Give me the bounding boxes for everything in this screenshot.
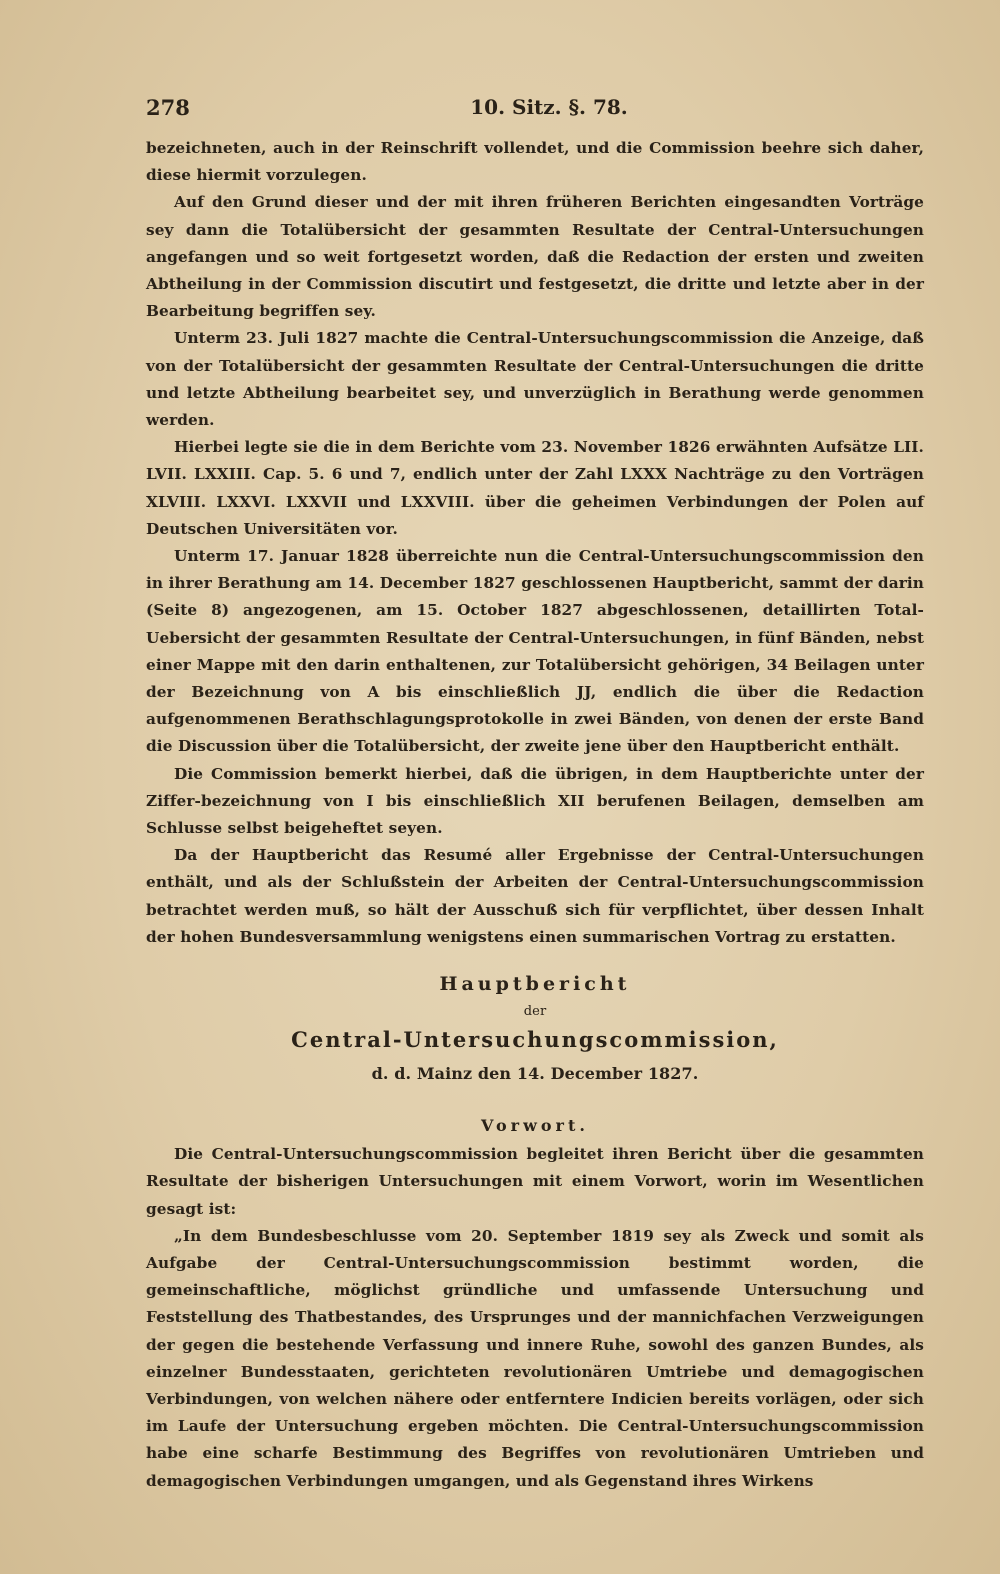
section-heading: Vorwort. [481,1116,589,1136]
paragraph: Unterm 17. Januar 1828 überreichte nun die Central-Untersuchungscommission den in ihrer Berathung am 14. December 1827 geschlossenen Hauptbericht, sammt der darin (Seite 8) angezogenen, am 15. October 1827 abgeschlossenen, detaillirten Total-Uebersicht der gesammten Resultate der Central-Untersuchungen, in fünf Bänden, nebst einer Mappe mit den darin enthaltenen, zur Totalübersicht gehörigen, 34 Beilagen unter der Bezeichnung von A bis einschließlich JJ, endlich die über die Redaction aufgenommenen Berathschlagungsprotokolle in zwei Bänden, von denen der erste Band die Discussion über die Totalübersicht, der zweite jene über den Hauptbericht enthält. [146,547,924,756]
report-date-line: d. d. Mainz den 14. December 1827. [371,1064,699,1084]
page-body [146,135,924,1495]
paragraph: „In dem Bundesbeschlusse vom 20. September 1819 sey als Zweck und somit als Aufgabe der Central-Untersuchungscommission bestimmt worden, die gemeinschaftliche, möglichst gründliche und umfassende Untersuchung und Feststellung des Thatbestandes, des Ursprunges und der mannichfachen Verzweigungen der gegen die bestehende Verfassung und innere Ruhe, sowohl des ganzen Bundes, als einzelner Bundesstaaten, gerichteten revolutionären Umtriebe und demagogischen Verbindungen, von welchen nähere oder entferntere Indicien bereits vorlägen, oder sich im Laufe der Untersuchung ergeben möchten. Die Central-Untersuchungscommission habe eine scharfe Bestimmung des Begriffes von revolutionären Umtrieben und demagogischen Verbindungen umgangen, und als Gegenstand ihres Wirkens [146,1226,924,1490]
paragraph: Auf den Grund dieser und der mit ihren früheren Berichten eingesandten Vorträge sey dann die Totalübersicht der gesammten Resultate der Central-Untersuchungen angefangen und so weit fortgesetzt worden, daß die Redaction der ersten und zweiten Abtheilung in der Commission discutirt und festgesetzt, die dritte und letzte aber in der Bearbeitung begriffen sey. [146,193,924,321]
paragraph: Da der Hauptbericht das Resumé aller Ergebnisse der Central-Untersuchungen enthält, und als der Schlußstein der Arbeiten der Central-Untersuchungscommission betrachtet werden muß, so hält der Ausschuß sich für verpflichtet, über dessen Inhalt der hohen Bundesversammlung wenigstens einen summarischen Vortrag zu erstatten. [146,846,924,946]
running-head: 10. Sitz. §. 78. [470,95,628,119]
report-title-block [146,967,924,1091]
paragraph: bezeichneten, auch in der Reinschrift vollendet, und die Commission beehre sich daher, diese hiermit vorzulegen. [146,139,924,185]
paragraph: Unterm 23. Juli 1827 machte die Central-Untersuchungscommission die Anzeige, daß von der Totalübersicht der gesammten Resultate der Central-Untersuchungen die dritte und letzte Abtheilung bearbeitet sey, und unverzüglich in Berathung werde genommen werden. [146,329,924,430]
page-header [146,95,922,125]
report-title-commission: Central-Untersuchungscommission, [291,1027,779,1053]
report-title: Hauptbericht [439,973,631,996]
paragraph: Die Commission bemerkt hierbei, daß die übrigen, in dem Hauptberichte unter der Ziffer-bezeichnung von I bis einschließlich XII berufenen Beilagen, demselben am Schlusse selbst beigeheftet seyen. [146,764,924,838]
report-title-der: der [523,1004,547,1020]
paragraph: Die Central-Untersuchungscommission begleitet ihren Bericht über die gesammten Resultate der bisherigen Untersuchungen mit einem Vorwort, worin im Wesentlichen gesagt ist: [146,1145,924,1218]
paragraph: Hierbei legte sie die in dem Berichte vom 23. November 1826 erwähnten Aufsätze LII. LVII. LXXIII. Cap. 5. 6 und 7, endlich unter der Zahl LXXX Nachträge zu den Vorträgen XLVIII. LXXVI. LXXVII und LXXVIII. über die geheimen Verbindungen der Polen auf Deutschen Universitäten vor. [146,438,924,538]
page-number: 278 [146,95,190,120]
